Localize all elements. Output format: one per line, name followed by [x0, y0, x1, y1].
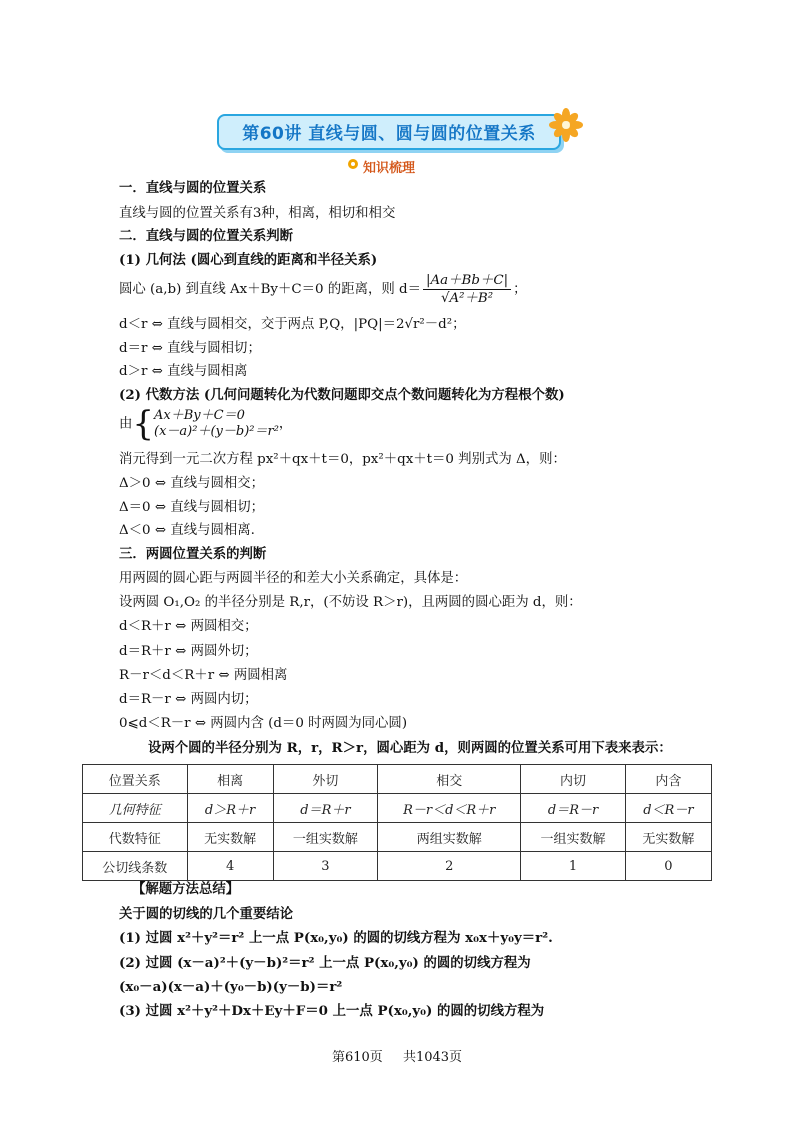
case-tangent: d＝r ⇔ 直线与圆相切；: [119, 341, 261, 356]
table-cell: 3: [273, 852, 378, 881]
table-cell: d＞R＋r: [187, 794, 273, 823]
delta-positive: Δ＞0 ⇔ 直线与圆相交；: [119, 476, 265, 491]
table-cell: 内切: [521, 765, 626, 794]
page-number: 第610页: [331, 1050, 383, 1065]
fraction-numerator: |Aa＋Bb＋C|: [423, 272, 511, 290]
system-pre: 由: [119, 416, 133, 432]
system-brace: {: [132, 404, 155, 444]
table-cell: 一组实数解: [521, 823, 626, 852]
tangent-result-2: (2) 过圆 (x－a)²＋(y－b)²＝r² 上一点 P(x₀,y₀) 的圆的切线方程为: [119, 955, 531, 971]
system-post: ，: [278, 416, 293, 432]
system-equations: [154, 408, 279, 440]
case-intersect: d＜r ⇔ 直线与圆相交，交于两点 P,Q，|PQ|＝2√r²－d²；: [119, 317, 466, 332]
page-title: 第60讲 直线与圆、圆与圆的位置关系: [242, 124, 536, 144]
table-cell: 两组实数解: [378, 823, 521, 852]
s3-intro: 用两圆的圆心距与两圆半径的和差大小关系确定，具体是：: [119, 571, 468, 586]
table-row: [83, 823, 712, 852]
circles-external-tangent: d＝R＋r ⇔ 两圆外切；: [119, 644, 258, 659]
distance-formula: [119, 272, 527, 307]
table-row: [83, 794, 712, 823]
table-intro: 设两个圆的半径分别为 R，r，R＞r，圆心距为 d，则两圆的位置关系可用下表来表示：: [148, 740, 672, 756]
table-cell: d＝R＋r: [273, 794, 378, 823]
elimination-text: 消元得到一元二次方程 px²＋qx＋t＝0，px²＋qx＋t＝0 判别式为 Δ，则：: [119, 452, 566, 467]
equation-system: [119, 404, 293, 444]
table-cell: d＝R－r: [521, 794, 626, 823]
s1-heading: 一．直线与圆的位置关系: [119, 180, 267, 196]
fraction-denominator: √A²＋B²: [440, 291, 494, 306]
page-footer: [0, 1046, 794, 1065]
section-label: 知识梳理: [363, 161, 416, 176]
s3-heading: 三．两圆位置关系的判断: [119, 546, 267, 562]
table-cell: 0: [625, 852, 711, 881]
distance-formula-pre: 圆心 (a,b) 到直线 Ax＋By＋C＝0 的距离，则 d＝: [119, 282, 421, 297]
system-eq-2: (x－a)²＋(y－b)²＝r²: [154, 424, 279, 439]
table-cell: 一组实数解: [273, 823, 378, 852]
table-cell: 相交: [378, 765, 521, 794]
table-row-header: 几何特征: [83, 794, 188, 823]
table-cell: 4: [187, 852, 273, 881]
system-eq-1: Ax＋By＋C＝0: [154, 408, 245, 423]
table-cell: 相离: [187, 765, 273, 794]
table-cell: 内含: [625, 765, 711, 794]
tangent-result-1: (1) 过圆 x²＋y²＝r² 上一点 P(x₀,y₀) 的圆的切线方程为 x₀x＋y₀y＝r².: [119, 930, 553, 946]
table-cell: 无实数解: [625, 823, 711, 852]
title-banner: [217, 114, 561, 150]
table-row-header: 公切线条数: [83, 852, 188, 881]
circles-contained: 0⩽d＜R－r ⇔ 两圆内含 (d＝0 时两圆为同心圆): [119, 716, 408, 731]
table-cell: 2: [378, 852, 521, 881]
flower-icon: [549, 108, 583, 142]
table-cell: 无实数解: [187, 823, 273, 852]
circles-separate: R－r＜d＜R＋r ⇔ 两圆相离: [119, 668, 288, 683]
table-row-header: 代数特征: [83, 823, 188, 852]
leaf-icon: [346, 157, 360, 171]
case-separate: d＞r ⇔ 直线与圆相离: [119, 364, 248, 379]
s1-text: 直线与圆的位置关系有3种，相离，相切和相交: [119, 206, 396, 221]
delta-negative: Δ＜0 ⇔ 直线与圆相离.: [119, 523, 255, 538]
table-cell: 1: [521, 852, 626, 881]
page-total: 共1043页: [402, 1050, 463, 1065]
s2-heading: 二．直线与圆的位置关系判断: [119, 228, 294, 244]
s3-setup: 设两圆 O₁,O₂ 的半径分别是 R,r，(不妨设 R＞r)，且两圆的圆心距为 d，则：: [119, 595, 582, 610]
table-cell: d＜R－r: [625, 794, 711, 823]
table-row-header: 位置关系: [83, 765, 188, 794]
method1-heading: (1) 几何法 (圆心到直线的距离和半径关系): [119, 252, 378, 268]
distance-fraction: [423, 272, 511, 307]
summary-subheading: 关于圆的切线的几个重要结论: [119, 906, 294, 922]
table-row: [83, 765, 712, 794]
tangent-result-2-equation: (x₀－a)(x－a)＋(y₀－b)(y－b)＝r²: [119, 979, 343, 995]
delta-zero: Δ＝0 ⇔ 直线与圆相切；: [119, 500, 265, 515]
circles-internal-tangent: d＝R－r ⇔ 两圆内切；: [119, 692, 258, 707]
summary-heading: 【解题方法总结】: [132, 881, 240, 897]
circles-intersect: d＜R＋r ⇔ 两圆相交；: [119, 619, 258, 634]
distance-formula-post: ；: [513, 282, 527, 297]
tangent-result-3: (3) 过圆 x²＋y²＋Dx＋Ey＋F＝0 上一点 P(x₀,y₀) 的圆的切线方程为: [119, 1003, 545, 1019]
table-cell: R－r＜d＜R＋r: [378, 794, 521, 823]
relation-table-body: [83, 765, 712, 881]
relation-table: [82, 764, 712, 881]
table-row: [83, 852, 712, 881]
method2-heading: (2) 代数方法 (几何问题转化为代数问题即交点个数问题转化为方程根个数): [119, 387, 565, 403]
table-cell: 外切: [273, 765, 378, 794]
